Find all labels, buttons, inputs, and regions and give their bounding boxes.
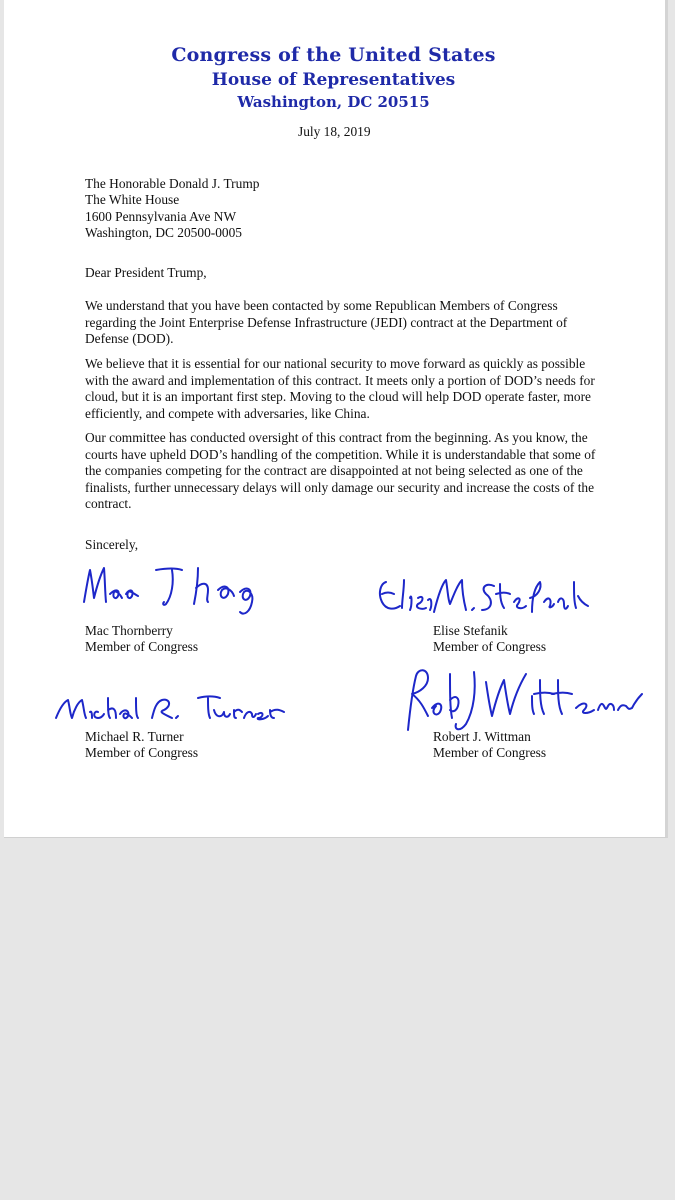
paragraph-line: contract. xyxy=(85,496,132,512)
salutation: Dear President Trump, xyxy=(85,265,207,280)
signer-block-turner xyxy=(85,729,198,762)
paragraph-line: We understand that you have been contacted by some Republican Members of Congress xyxy=(85,298,558,313)
signer-block-wittman xyxy=(433,729,546,762)
recipient-address xyxy=(85,176,259,242)
signer-block-stefanik xyxy=(433,623,546,656)
paragraph-line: Our committee has conducted oversight of this contract from the beginning. As you know, the xyxy=(85,430,588,445)
recipient-line: The White House xyxy=(85,192,180,208)
signer-block-thornberry xyxy=(85,623,198,656)
letterhead-chamber: House of Representatives xyxy=(211,70,456,90)
signer-title: Member of Congress xyxy=(433,639,547,655)
signer-name: Mac Thornberry xyxy=(85,623,173,638)
paragraph-line: Defense (DOD). xyxy=(85,331,174,347)
paragraph-1 xyxy=(85,298,567,348)
closing: Sincerely, xyxy=(85,537,139,552)
paragraph-line: efficiently, and compete with adversaries, like China. xyxy=(85,405,370,421)
paragraph-line: We believe that it is essential for our national security to move forward as quickly as possible xyxy=(85,356,586,371)
paragraph-line: cloud, but it is an important first step. Moving to the cloud will help DOD operate faster, more xyxy=(85,389,591,405)
signature-wittman xyxy=(394,660,644,740)
letterhead-title: Congress of the United States xyxy=(171,44,496,66)
signer-title: Member of Congress xyxy=(85,639,199,655)
signature-thornberry xyxy=(80,560,280,620)
paragraph-line: finalists, further unnecessary delays will only damage our security and increase the costs of the xyxy=(85,479,595,495)
signature-stefanik xyxy=(372,572,592,622)
paragraph-line: with the award and implementation of this contract. It meets only a portion of DOD’s needs for xyxy=(85,372,595,388)
paragraph-line: courts have upheld DOD’s handling of the competition. While it is understandable that some of xyxy=(85,446,596,462)
paragraph-line: regarding the Joint Enterprise Defense Infrastructure (JEDI) contract at the Department of xyxy=(85,314,568,330)
paragraph-line: the companies competing for the contract are disappointed at not being selected as one of the xyxy=(85,463,583,479)
letterhead-address: Washington, DC 20515 xyxy=(237,93,430,111)
paragraph-3 xyxy=(85,430,595,513)
signer-name: Robert J. Wittman xyxy=(433,729,531,744)
recipient-line: Washington, DC 20500-0005 xyxy=(85,225,242,241)
paragraph-2 xyxy=(85,356,595,422)
recipient-line: 1600 Pennsylvania Ave NW xyxy=(85,208,237,224)
signature-turner xyxy=(52,688,292,728)
letter-date: July 18, 2019 xyxy=(298,124,371,139)
signer-title: Member of Congress xyxy=(433,745,547,761)
recipient-line: The Honorable Donald J. Trump xyxy=(85,176,260,191)
signer-name: Elise Stefanik xyxy=(433,623,508,638)
signer-title: Member of Congress xyxy=(85,745,199,761)
signer-name: Michael R. Turner xyxy=(85,729,184,744)
